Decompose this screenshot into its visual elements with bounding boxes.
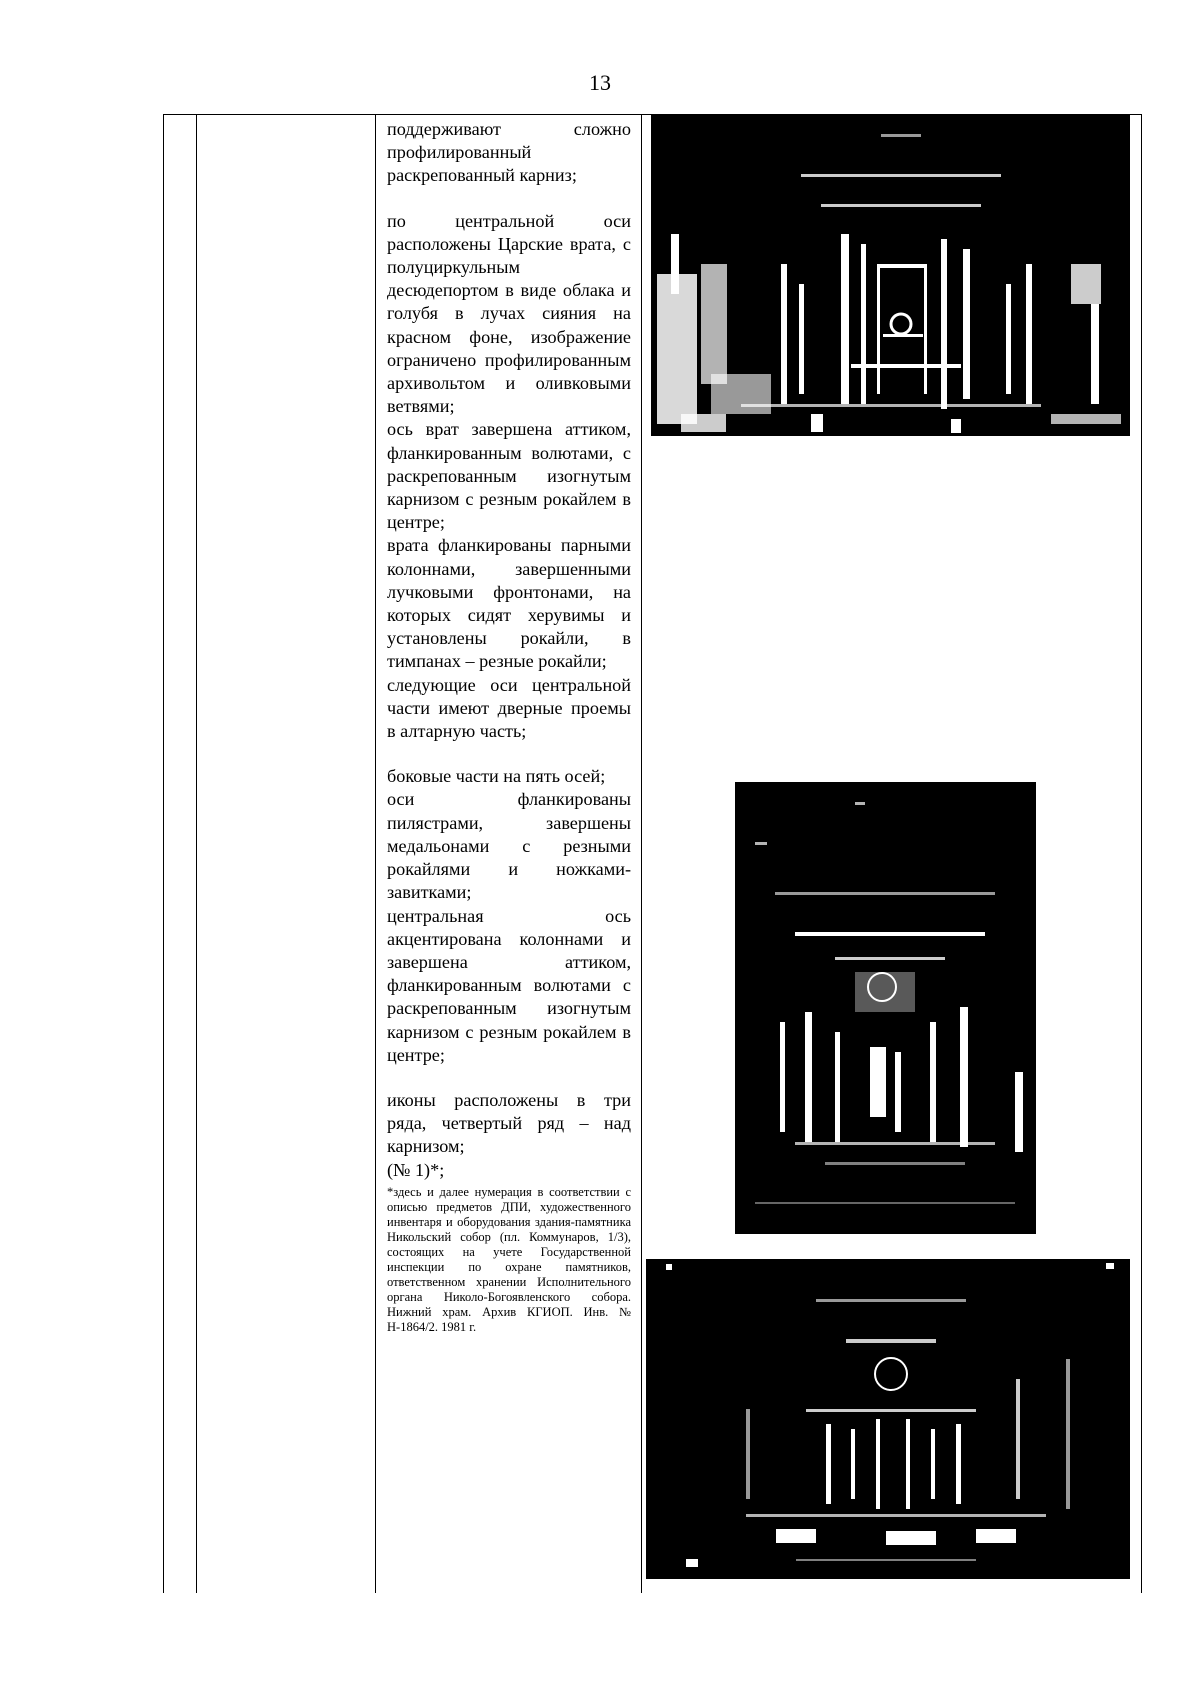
description-paragraph: боковые части на пять осей; — [387, 766, 606, 787]
iconostasis-photo-overview — [646, 1259, 1130, 1579]
description-paragraph: следующие оси центральной части имеют дверные проемы в алтарную часть; — [387, 674, 631, 742]
description-paragraph: (№ 1)*; — [387, 1159, 445, 1180]
footnote: *здесь и далее нумерация в соответствии с описью предметов ДПИ, художественного инвентаря и оборудования здания-памятника Никольский собор (пл. Коммунаров, 1/3), состоящих на учете Государственной инспекции по охране памятников, ответственном хранении Исполнительного органа Николо-Богоявленского собора. Нижний храм. Архив КГИОП. Инв. № Н-1864/2. 1981 г. — [387, 1184, 631, 1334]
description-cell — [387, 118, 631, 1335]
description-paragraph: поддерживают сложно профилированный раскрепованный карниз; — [387, 119, 631, 186]
description-paragraph: врата фланкированы парными колоннами, завершенными лучковыми фронтонами, на которых сидят херувимы и установлены рокайли, в тимпанах – резные рокайли; — [387, 535, 631, 672]
description-paragraph: центральная ось акцентирована колоннами и завершена аттиком, фланкированным волютами с раскрепованным изогнутым карнизом с резным рокайлем в центре; — [387, 905, 631, 1065]
table-border-col-1 — [163, 114, 164, 1593]
iconostasis-photo-side — [735, 782, 1036, 1234]
description-paragraph: иконы расположены в три ряда, четвертый ряд – над карнизом; — [387, 1089, 631, 1157]
paragraph-gap — [387, 1067, 631, 1089]
photo-overview-drawing — [646, 1259, 1130, 1579]
description-paragraph: ось врат завершена аттиком, фланкированным волютами, с раскрепованным изогнутым карнизом с резным рокайлем в центре; — [387, 419, 631, 533]
photo-side-drawing — [735, 782, 1036, 1234]
page-number: 13 — [589, 70, 611, 95]
iconostasis-photo-central — [651, 114, 1130, 436]
description-paragraph: по центральной оси расположены Царские врата, с полуциркульным десюдепортом в виде облака и голубя в лучах сияния на красном фоне, изображение ограничено профилированным архивольтом и оливковыми ветвями; — [387, 210, 631, 417]
table-border-col-5 — [1141, 114, 1142, 1593]
paragraph-gap — [387, 743, 631, 765]
table-border-col-4 — [641, 114, 642, 1593]
description-paragraph: оси фланкированы пилястрами, завершены медальонами с резными рокайлями и ножками-завитками; — [387, 789, 631, 903]
table-border-col-3 — [375, 114, 376, 1593]
paragraph-gap — [387, 188, 631, 210]
table-border-col-2 — [196, 114, 197, 1593]
photo-central-drawing — [651, 114, 1130, 436]
